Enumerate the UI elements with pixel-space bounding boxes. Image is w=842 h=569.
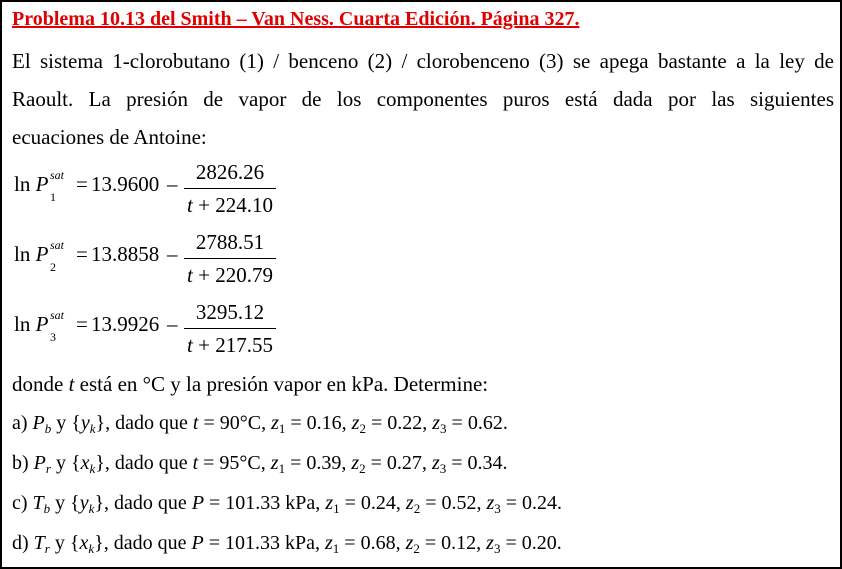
sat-superscript: sat bbox=[50, 238, 65, 252]
fraction bbox=[184, 228, 276, 289]
intro-line-3: ecuaciones de Antoine: bbox=[12, 125, 207, 149]
component-subscript: 1 bbox=[50, 190, 56, 204]
minus-sign: – bbox=[167, 242, 178, 266]
minus-sign: – bbox=[167, 312, 178, 336]
intro-line-2: Raoult. La presión de vapor de los componentes puros está dada por las siguientes bbox=[12, 87, 834, 111]
equation-lhs bbox=[14, 168, 65, 204]
where-var: t bbox=[68, 372, 75, 396]
where-post: está en °C y la presión vapor en kPa. Determine: bbox=[74, 372, 489, 396]
constant-b: 2826.26 bbox=[195, 160, 265, 184]
temperature-var: t bbox=[187, 263, 193, 287]
component-subscript: 2 bbox=[50, 260, 56, 274]
ln-label: ln bbox=[14, 242, 31, 266]
fraction bbox=[184, 158, 276, 219]
constant-c: + 217.55 bbox=[192, 333, 273, 357]
equation-lhs bbox=[14, 308, 65, 344]
sat-superscript: sat bbox=[50, 168, 65, 182]
pressure-symbol: P bbox=[35, 172, 49, 196]
ln-label: ln bbox=[14, 172, 31, 196]
constant-a: 13.8858 bbox=[91, 242, 160, 266]
temperature-var: t bbox=[187, 193, 193, 217]
constant-b: 3295.12 bbox=[195, 300, 265, 324]
question-b: b) $P_r$ y $\{x_k\}$, dado que t = 95°C, $z_1 = 0.39$, $z_2 = 0.27$, $z_3 = 0.34$. bbox=[12, 452, 508, 476]
constant-a: 13.9926 bbox=[91, 312, 160, 336]
ln-label: ln bbox=[14, 312, 31, 336]
problem-title: Problema 10.13 del Smith – Van Ness. Cuarta Edición. Página 327. bbox=[12, 8, 580, 30]
constant-b: 2788.51 bbox=[195, 230, 265, 254]
intro-line-1: El sistema 1-clorobutano (1) / benceno (2) / clorobenceno (3) se apega bastante a la ley de bbox=[12, 49, 834, 73]
question-list bbox=[12, 404, 562, 564]
constant-c: + 224.10 bbox=[192, 193, 273, 217]
denominator bbox=[184, 191, 276, 219]
minus-sign: – bbox=[167, 172, 178, 196]
temperature-var: t bbox=[187, 333, 193, 357]
equals-sign: = bbox=[76, 172, 88, 196]
where-paragraph bbox=[12, 365, 834, 403]
where-line bbox=[12, 365, 834, 403]
where-pre: donde bbox=[12, 372, 69, 396]
equals-sign: = bbox=[76, 242, 88, 266]
equals-sign: = bbox=[76, 312, 88, 336]
fraction bbox=[184, 298, 276, 359]
fraction-bar bbox=[184, 328, 276, 329]
denominator bbox=[184, 261, 276, 289]
question-a: a) $P_b$ y $\{y_k\}$, dado que t = 90°C, $z_1 = 0.16$, $z_2 = 0.22$, $z_3 = 0.62$. bbox=[12, 412, 508, 436]
equation-lhs bbox=[14, 238, 65, 274]
fraction-bar bbox=[184, 188, 276, 189]
denominator bbox=[184, 331, 276, 359]
fraction-bar bbox=[184, 258, 276, 259]
component-subscript: 3 bbox=[50, 330, 56, 344]
pressure-symbol: P bbox=[35, 312, 49, 336]
constant-c: + 220.79 bbox=[192, 263, 273, 287]
question-c: c) $T_b$ y $\{y_k\}$, dado que P = 101.33 kPa, $z_1 = 0.24$, $z_2 = 0.52$, $z_3 = 0.24$. bbox=[12, 492, 563, 516]
question-d: d) $T_r$ y $\{x_k\}$, dado que P = 101.33 kPa, $z_1 = 0.68$, $z_2 = 0.12$, $z_3 = 0.20$. bbox=[12, 532, 562, 556]
intro-paragraph bbox=[12, 42, 834, 156]
pressure-symbol: P bbox=[35, 242, 49, 266]
sat-superscript: sat bbox=[50, 308, 65, 322]
constant-a: 13.9600 bbox=[91, 172, 160, 196]
